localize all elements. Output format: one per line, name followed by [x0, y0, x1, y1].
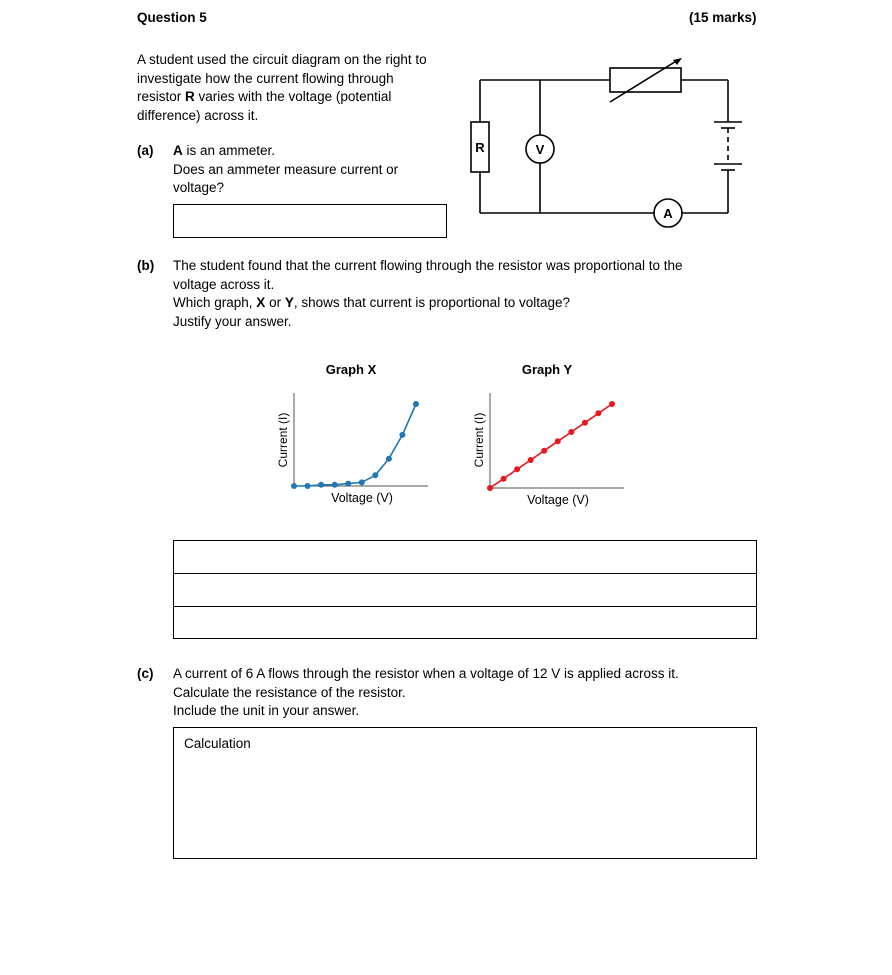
graph-y-data-point [555, 438, 561, 444]
graph-y-data-point [582, 420, 588, 426]
resistor-label: R [475, 140, 485, 155]
graph-x-series-line [294, 404, 416, 486]
part-c-line: A current of 6 A flows through the resistor when a voltage of 12 V is applied across it. [173, 666, 679, 681]
part-c-calculation-box[interactable] [173, 727, 757, 859]
part-a-line: voltage? [173, 180, 225, 195]
graph-y-series-line [490, 404, 612, 488]
variable-resistor-arrow-icon [673, 58, 682, 65]
part-a-label: (a) [137, 143, 154, 158]
graph-y-data-point [501, 476, 507, 482]
ammeter-label: A [663, 206, 673, 221]
answer-line [174, 573, 756, 574]
marks-label: (15 marks) [689, 10, 757, 25]
graph-x-data-point [386, 456, 392, 462]
circuit-diagram [460, 50, 760, 230]
part-a-answer-box[interactable] [173, 204, 447, 238]
graph-x-data-point [413, 401, 419, 407]
calculation-label: Calculation [184, 736, 251, 751]
graph-x-data-point [332, 482, 338, 488]
graph-x-data-point [318, 482, 324, 488]
part-a-question [173, 142, 443, 198]
graph-y-x-label: Voltage (V) [527, 493, 589, 507]
graph-x-data-point [372, 472, 378, 478]
graph-y-data-point [528, 457, 534, 463]
graph-y-data-point [595, 410, 601, 416]
graph-x-data-point [291, 483, 297, 489]
graph-x [270, 358, 440, 513]
intro-line: investigate how the current flowing through [137, 70, 394, 86]
graph-x-y-label: Current (I) [276, 412, 290, 468]
part-b-line: Which graph, X or Y, shows that current is proportional to voltage? [173, 295, 570, 310]
voltmeter-label: V [535, 142, 545, 157]
part-c-label: (c) [137, 666, 154, 681]
intro-line: A student used the circuit diagram on the right to [137, 52, 427, 67]
part-b-answer-box[interactable] [173, 540, 757, 639]
part-b-label: (b) [137, 258, 155, 273]
intro-line: difference) across it. [137, 107, 259, 123]
intro-text [137, 51, 457, 125]
part-b-line: voltage across it. [173, 276, 275, 292]
graph-x-plot [291, 401, 419, 489]
part-b-line: The student found that the current flowing through the resistor was proportional to the [173, 258, 683, 273]
question-title: Question 5 [137, 10, 207, 25]
graph-y-data-point [609, 401, 615, 407]
part-b-question [173, 257, 773, 331]
part-c-line: Include the unit in your answer. [173, 703, 360, 718]
graph-y-plot [487, 401, 615, 491]
part-c-question [173, 665, 773, 721]
part-a-line: A is an ammeter. [173, 143, 276, 158]
graph-y-data-point [487, 485, 493, 491]
graph-y-y-label: Current (I) [472, 412, 486, 468]
graph-y-data-point [514, 466, 520, 472]
answer-line [174, 606, 756, 607]
intro-line: resistor R varies with the voltage (potential [137, 89, 392, 104]
graph-y-title: Graph Y [521, 362, 573, 377]
part-a-line: Does an ammeter measure current or [173, 161, 399, 177]
graph-x-title: Graph X [325, 362, 377, 377]
graph-x-data-point [399, 432, 405, 438]
graph-x-data-point [359, 479, 365, 485]
graph-y-data-point [568, 429, 574, 435]
graph-x-x-label: Voltage (V) [331, 491, 393, 505]
part-c-line: Calculate the resistance of the resistor. [173, 684, 406, 700]
graph-y [466, 358, 636, 513]
graph-y-data-point [541, 448, 547, 454]
graph-x-data-point [345, 481, 351, 487]
part-b-line: Justify your answer. [173, 313, 292, 329]
graph-x-data-point [305, 483, 311, 489]
